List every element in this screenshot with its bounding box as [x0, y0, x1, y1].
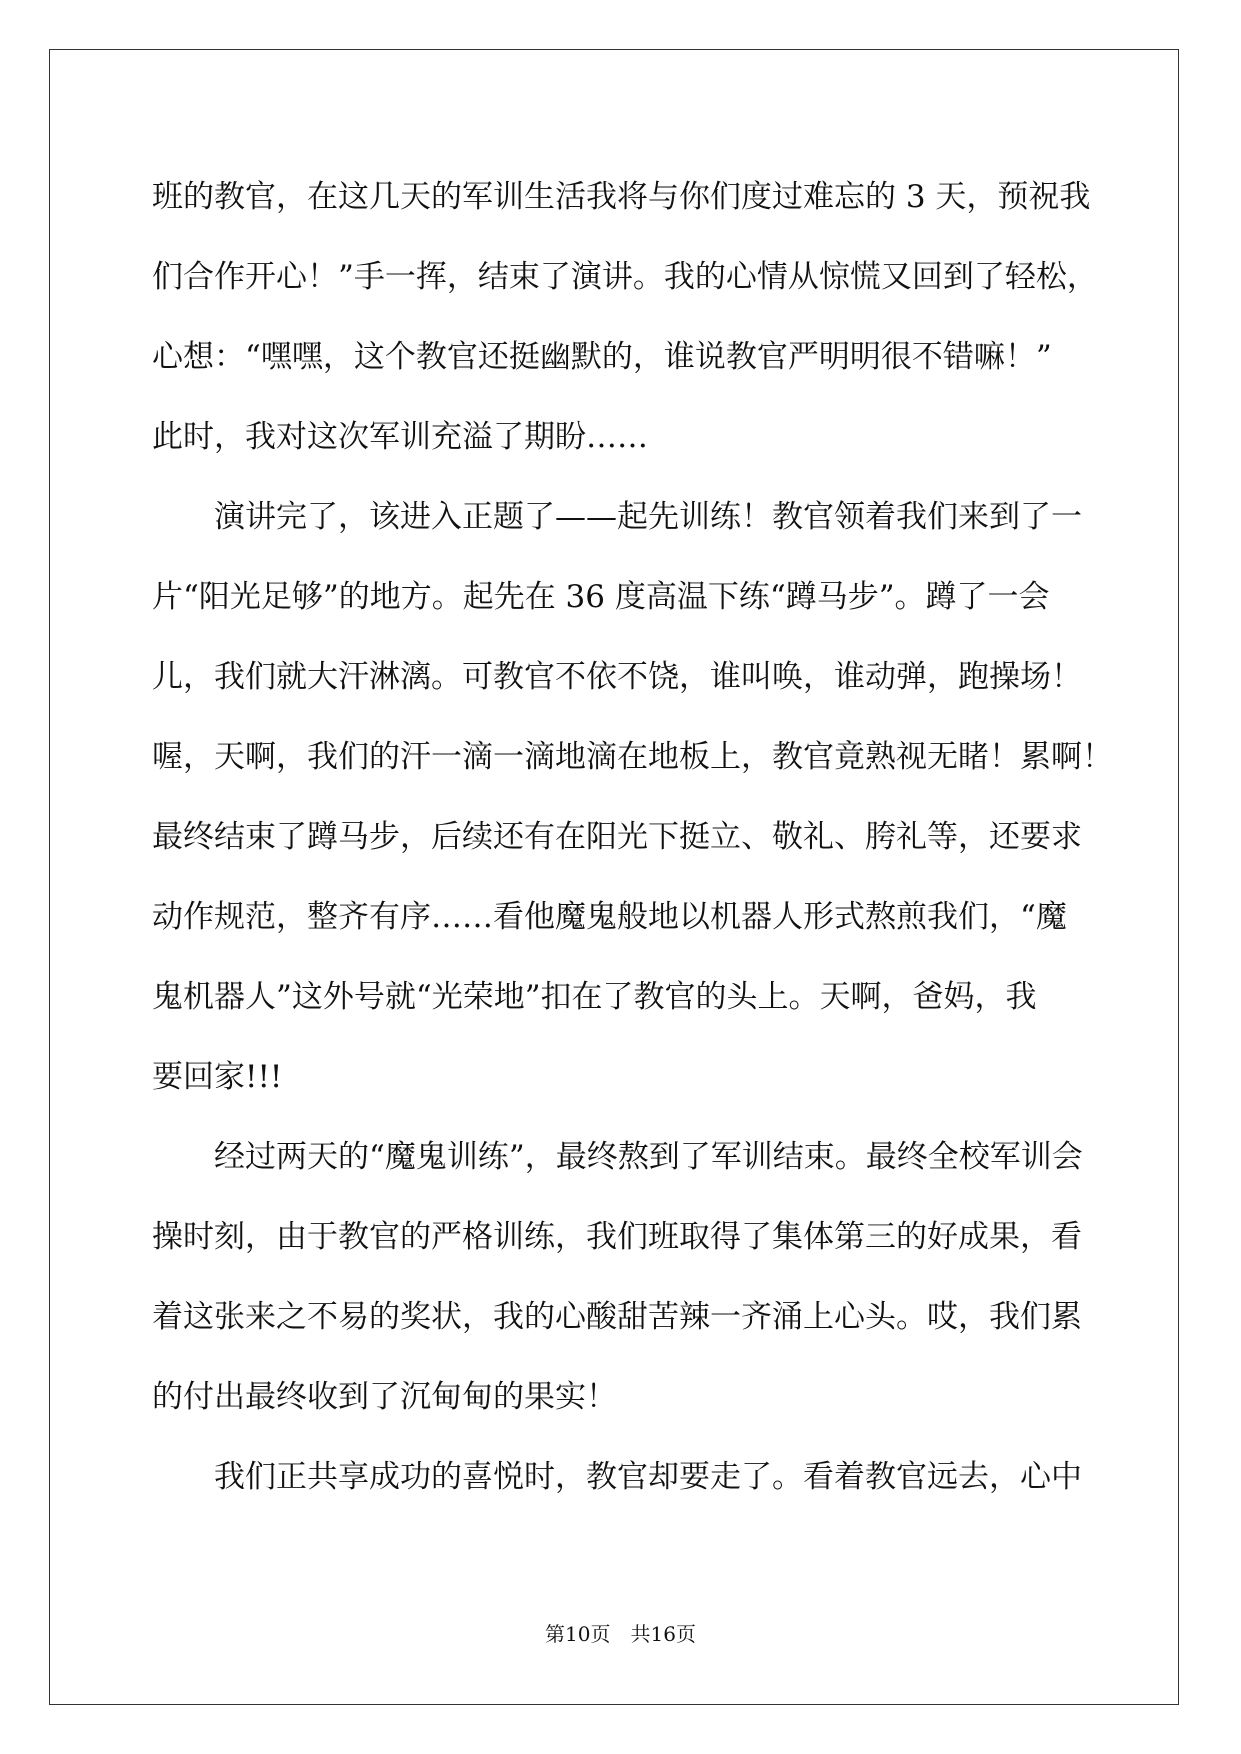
text-line: 的付出最终收到了沉甸甸的果实！ [152, 1379, 617, 1415]
text-line: 着这张来之不易的奖状，我的心酸甜苦辣一齐涌上心头。哎，我们累 [152, 1299, 1082, 1335]
text-line: 我们正共享成功的喜悦时，教官却要走了。看着教官远去，心中 [152, 1459, 1082, 1495]
text-line: 儿，我们就大汗淋漓。可教官不依不饶，谁叫唤，谁动弹，跑操场！ [152, 659, 1082, 695]
text-line: 操时刻，由于教官的严格训练，我们班取得了集体第三的好成果，看 [152, 1219, 1082, 1255]
page-number-footer: 第10页 共16页 [545, 1622, 696, 1646]
text-line: 演讲完了，该进入正题了——起先训练！教官领着我们来到了一 [152, 499, 1082, 535]
text-line: 喔，天啊，我们的汗一滴一滴地滴在地板上，教官竟熟视无睹！累啊！ [152, 739, 1113, 775]
text-line: 要回家!!! [152, 1059, 283, 1095]
text-line: 动作规范，整齐有序……看他魔鬼般地以机器人形式熬煎我们，“魔 [152, 899, 1067, 935]
text-line: 心想：“嘿嘿，这个教官还挺幽默的，谁说教官严明明很不错嘛！” [152, 339, 1052, 375]
text-line: 们合作开心！”手一挥，结束了演讲。我的心情从惊慌又回到了轻松， [152, 259, 1098, 295]
text-line: 班的教官，在这几天的军训生活我将与你们度过难忘的 3 天，预祝我 [152, 179, 1091, 215]
text-line: 经过两天的“魔鬼训练”，最终熬到了军训结束。最终全校军训会 [152, 1139, 1083, 1175]
document-body [152, 157, 1113, 1517]
text-line: 片“阳光足够”的地方。起先在 36 度高温下练“蹲马步”。蹲了一会 [152, 579, 1050, 615]
text-line: 此时，我对这次军训充溢了期盼…… [152, 419, 648, 455]
text-line: 鬼机器人”这外号就“光荣地”扣在了教官的头上。天啊，爸妈，我 [152, 979, 1037, 1015]
text-line: 最终结束了蹲马步，后续还有在阳光下挺立、敬礼、胯礼等，还要求 [152, 819, 1082, 855]
